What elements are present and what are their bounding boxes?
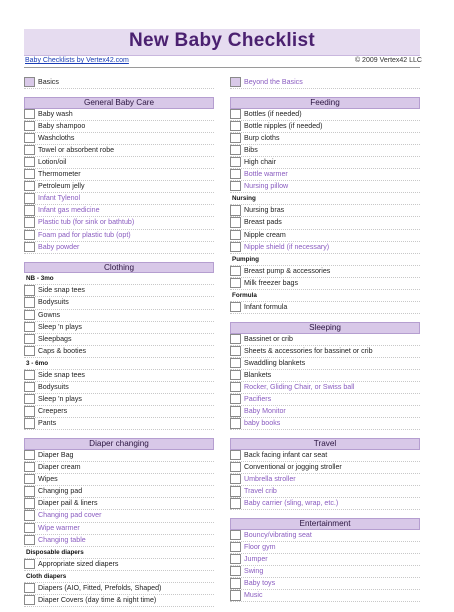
checkbox[interactable] [24,77,35,87]
checkbox[interactable] [24,370,35,380]
checklist-item-label: Nipple cream [244,230,286,239]
subheading-formula [230,290,420,302]
checklist-item-label: Milk freezer bags [244,278,299,287]
checklist-item-label: Floor gym [244,543,276,551]
checkbox[interactable] [230,406,241,416]
checklist-item-pants [24,418,214,430]
checklist-item-label: Bottles (if needed) [244,109,302,118]
checkbox[interactable] [230,418,241,428]
checklist-item-label: Towel or absorbent robe [38,145,115,154]
checklist-item-label: Burp cloths [244,133,280,142]
section-header-general-baby-care: General Baby Care [24,97,214,109]
copyright-text: © 2009 Vertex42 LLC [354,57,422,64]
checkbox[interactable] [230,77,241,87]
checklist-item-label: Changing table [38,535,86,544]
checklist-item-label: Diaper Bag [38,450,74,459]
checklist-item-creepers [24,406,214,418]
checkbox[interactable] [230,302,241,312]
checklist-item-bottle-nipples-if-needed [230,121,420,133]
checklist-item-label: Caps & booties [38,346,87,355]
section-gap [24,89,214,97]
right-column [230,77,420,602]
checklist-item-label: Infant gas medicine [38,206,100,215]
subheading-label: Nursing [232,195,256,203]
checkbox[interactable] [24,310,35,320]
checkbox[interactable] [230,474,241,484]
checkbox[interactable] [230,486,241,496]
checklist-item-label: Lotion/oil [38,157,67,166]
subheading-nursing [230,193,420,205]
checkbox[interactable] [24,322,35,332]
checklist-item-label: Blankets [244,370,272,379]
checklist-item-travel-crib [230,486,420,498]
checklist-item-label: Bodysuits [38,383,69,392]
checkbox[interactable] [230,542,241,552]
subheading-label: Formula [232,292,257,299]
checklist-item-changing-table [24,535,214,547]
checklist-item-infant-formula [230,302,420,314]
section-header-feeding: Feeding [230,97,420,109]
checkbox[interactable] [230,145,241,155]
checklist-item-breast-pads [230,217,420,229]
checkbox[interactable] [24,382,35,392]
checklist-item-bodysuits [24,382,214,394]
checklist-item-label: Wipes [38,475,58,484]
checklist-item-nipple-shield-if-necessary [230,242,420,254]
checkbox[interactable] [230,278,241,288]
checklist-item-label: Changing pad cover [38,511,102,520]
checklist-item-label: Breast pads [244,218,282,227]
checklist-item-baby-toys [230,578,420,590]
subheading-label: 3 - 6mo [26,359,49,367]
checklist-item-label: Sheets & accessories for bassinet or crib [244,346,373,355]
checklist-item-baby-carrier-sling-wrap-etc [230,498,420,510]
checkbox[interactable] [230,217,241,227]
checklist-item-appropriate-sized-diapers [24,559,214,571]
checklist-item-side-snap-tees [24,285,214,297]
section-gap [24,430,214,438]
checkbox[interactable] [24,595,35,605]
checkbox[interactable] [230,578,241,588]
checklist-item-baby-shampoo [24,121,214,133]
checkbox[interactable] [24,109,35,119]
checkbox[interactable] [230,133,241,143]
checkbox[interactable] [24,510,35,520]
subheading-cloth-diapers [24,571,214,583]
checklist-item-label: Bottle nipples (if needed) [244,121,323,130]
checklist-item-infant-tylenol [24,193,214,205]
checklist-item-diapers-aio-fitted-prefolds-shaped [24,583,214,595]
checklist-item-label: Changing pad [38,487,83,496]
checklist-item-changing-pad [24,486,214,498]
checkbox[interactable] [230,382,241,392]
checklist-item-basics [24,77,214,89]
subheading-nb-3mo [24,273,214,285]
checklist-item-label: Rocker, Gliding Chair, or Swiss ball [244,383,355,392]
checklist-item-bottle-warmer [230,169,420,181]
checklist-item-swaddling-blankets [230,358,420,370]
checklist-item-side-snap-tees [24,370,214,382]
checklist-item-label: Nursing bras [244,206,285,215]
section-gap [230,510,420,518]
checkbox[interactable] [230,462,241,472]
checkbox[interactable] [230,157,241,167]
checklist-item-diaper-cream [24,462,214,474]
checkbox[interactable] [230,334,241,344]
checklist-item-changing-pad-cover [24,510,214,522]
checkbox[interactable] [230,566,241,576]
checkbox[interactable] [230,346,241,356]
subheading-pumping [230,254,420,266]
checkbox[interactable] [230,169,241,179]
checklist-item-label: Appropriate sized diapers [38,559,119,568]
checklist-item-label: Basics [38,78,59,86]
subheading-label: Disposable diapers [26,548,84,556]
checklist-item-high-chair [230,157,420,169]
checklist-item-label: Nursing pillow [244,182,289,191]
checklist-item-label: Pacifiers [244,395,272,404]
checklist-item-beyond-the-basics [230,77,420,89]
section-header-clothing: Clothing [24,262,214,274]
section-gap [230,89,420,97]
checklist-item-label: Baby wash [38,109,73,118]
checklist-item-back-facing-infant-car-seat [230,450,420,462]
checkbox[interactable] [24,559,35,569]
section-header-sleeping: Sleeping [230,322,420,334]
checkbox[interactable] [24,121,35,131]
section-header-diaper-changing: Diaper changing [24,438,214,450]
checklist-item-label: Swaddling blankets [244,358,306,367]
checklist-item-blankets [230,370,420,382]
checklist-item-label: Thermometer [38,170,81,179]
checklist-item-label: Back facing infant car seat [244,450,328,459]
checklist-item-label: Swing [244,567,264,576]
checklist-item-label: Bouncy/vibrating seat [244,530,312,539]
checklist-item-bodysuits [24,297,214,309]
checkbox[interactable] [24,230,35,240]
checklist-item-bibs [230,145,420,157]
checkbox[interactable] [24,486,35,496]
checklist-item-label: Baby powder [38,242,80,251]
checklist-item-label: Foam pad for plastic tub (opt) [38,230,131,239]
checklist-item-baby-books [230,418,420,430]
checkbox[interactable] [24,334,35,344]
checklist-item-label: Washcloths [38,133,75,142]
checkbox[interactable] [230,370,241,380]
checklist-item-label: Bottle warmer [244,170,288,179]
checkbox[interactable] [230,358,241,368]
checklist-item-label: Baby shampoo [38,121,86,130]
checklist-item-diaper-covers-day-time-night-time [24,595,214,607]
checklist-item-label: Baby Monitor [244,407,286,416]
checklist-item-wipes [24,474,214,486]
checklist-item-floor-gym [230,542,420,554]
checklist-item-sleepbags [24,334,214,346]
checklist-item-label: Side snap tees [38,370,85,379]
checkbox[interactable] [230,498,241,508]
checkbox[interactable] [24,285,35,295]
checklist-item-label: Bodysuits [38,298,69,307]
checkbox[interactable] [24,462,35,472]
checklist-item-label: Conventional or jogging stroller [244,463,342,472]
checklist-item-diaper-pail-liners [24,498,214,510]
checkbox[interactable] [24,205,35,215]
checklist-item-label: Wipe warmer [38,523,80,532]
checklist-item-label: Jumper [244,555,268,564]
checklist-item-label: Umbrella stroller [244,475,296,484]
checklist-item-label: Gowns [38,310,61,319]
subheading-label: Cloth diapers [26,572,67,580]
checklist-item-nursing-pillow [230,181,420,193]
checkbox[interactable] [230,590,241,600]
section-gap [230,430,420,438]
checkbox[interactable] [230,394,241,404]
checklist-item-label: baby books [244,419,281,428]
checklist-item-sheets-accessories-for-bassinet-or-crib [230,346,420,358]
checklist-item-label: Sleepbags [38,334,72,343]
checklist-item-label: Sleep 'n plays [38,322,82,331]
checklist-item-label: Side snap tees [38,286,85,295]
checkbox[interactable] [24,145,35,155]
checkbox[interactable] [24,406,35,416]
checklist-item-label: Infant Tylenol [38,194,81,203]
checkbox[interactable] [24,418,35,428]
checklist-item-baby-monitor [230,406,420,418]
checklist-item-label: Diaper pail & liners [38,499,98,508]
checklist-item-plastic-tub-for-sink-or-bathtub [24,217,214,229]
checklist-item-label: Diaper cream [38,463,81,472]
checklist-item-label: Creepers [38,407,68,416]
checklist-item-label: Plastic tub (for sink or bathtub) [38,218,135,227]
checkbox[interactable] [230,121,241,131]
checkbox[interactable] [230,230,241,240]
checklist-item-burp-cloths [230,133,420,145]
top-divider [24,67,420,68]
checklist-item-label: Diaper Covers (day time & night time) [38,596,157,605]
checkbox[interactable] [230,530,241,540]
checklist-item-bottles-if-needed [230,109,420,121]
checklist-item-label: Breast pump & accessories [244,266,331,275]
page-title: New Baby Checklist [129,30,315,51]
checkbox[interactable] [230,554,241,564]
checkbox[interactable] [230,109,241,119]
checklist-item-diaper-bag [24,450,214,462]
checklist-item-conventional-or-jogging-stroller [230,462,420,474]
checkbox[interactable] [230,450,241,460]
section-header-travel: Travel [230,438,420,450]
checklist-item-bassinet-or-crib [230,334,420,346]
checkbox[interactable] [24,217,35,227]
checkbox[interactable] [24,169,35,179]
checkbox[interactable] [24,394,35,404]
checklist-item-bouncy-vibrating-seat [230,530,420,542]
section-header-entertainment: Entertainment [230,518,420,530]
checklist-item-infant-gas-medicine [24,205,214,217]
checkbox[interactable] [230,181,241,191]
checkbox[interactable] [24,193,35,203]
checkbox[interactable] [24,450,35,460]
subheading-3-6mo [24,358,214,370]
section-gap [24,254,214,262]
checklist-item-sleep-n-plays [24,394,214,406]
checkbox[interactable] [24,346,35,356]
checklist-item-breast-pump-accessories [230,266,420,278]
title-bar [24,29,420,56]
checklist-item-rocker-gliding-chair-or-swiss-ball [230,382,420,394]
subheading-label: NB - 3mo [26,275,54,283]
checklist-item-sleep-n-plays [24,322,214,334]
checklist-item-umbrella-stroller [230,474,420,486]
checklist-item-baby-powder [24,242,214,254]
checklist-item-music [230,590,420,602]
checklist-item-towel-or-absorbent-robe [24,145,214,157]
checklist-item-label: Bassinet or crib [244,334,293,343]
checklist-item-label: Baby toys [244,579,276,588]
checkbox[interactable] [230,205,241,215]
checklist-item-nipple-cream [230,230,420,242]
checkbox[interactable] [24,498,35,508]
checkbox[interactable] [24,157,35,167]
checklist-item-label: Baby carrier (sling, wrap, etc.) [244,499,339,508]
checklist-item-label: Travel crib [244,487,277,496]
checklist-item-label: Infant formula [244,303,288,312]
checklist-item-gowns [24,310,214,322]
checklist-item-label: Bibs [244,145,258,154]
subheading-label: Pumping [232,255,259,263]
checklist-item-swing [230,566,420,578]
checkbox[interactable] [24,583,35,593]
checklist-item-foam-pad-for-plastic-tub-opt [24,230,214,242]
checklist-item-petroleum-jelly [24,181,214,193]
left-column [24,77,214,607]
checklist-item-caps-booties [24,346,214,358]
checklist-item-label: High chair [244,157,276,166]
checklist-item-label: Pants [38,419,57,428]
checkbox[interactable] [24,297,35,307]
subheading-disposable-diapers [24,547,214,559]
checklist-item-baby-wash [24,109,214,121]
checkbox[interactable] [24,242,35,252]
checklist-item-thermometer [24,169,214,181]
checklist-item-milk-freezer-bags [230,278,420,290]
checklist-item-label: Diapers (AIO, Fitted, Prefolds, Shaped) [38,583,162,592]
checkbox[interactable] [24,181,35,191]
checkbox[interactable] [24,474,35,484]
checklist-item-wipe-warmer [24,523,214,535]
checkbox[interactable] [24,535,35,545]
checkbox[interactable] [24,523,35,533]
checkbox[interactable] [230,266,241,276]
checklist-item-nursing-bras [230,205,420,217]
checklist-item-washcloths [24,133,214,145]
checklist-item-label: Sleep 'n plays [38,395,82,404]
checkbox[interactable] [230,242,241,252]
vertex42-link[interactable]: Baby Checklists by Vertex42.com [25,57,129,64]
checklist-item-jumper [230,554,420,566]
checklist-item-lotion-oil [24,157,214,169]
checklist-item-label: Nipple shield (if necessary) [244,242,330,251]
checklist-item-label: Music [244,591,263,600]
checklist-item-pacifiers [230,394,420,406]
checkbox[interactable] [24,133,35,143]
checklist-item-label: Beyond the Basics [244,78,303,86]
section-gap [230,314,420,322]
checklist-item-label: Petroleum jelly [38,182,85,191]
